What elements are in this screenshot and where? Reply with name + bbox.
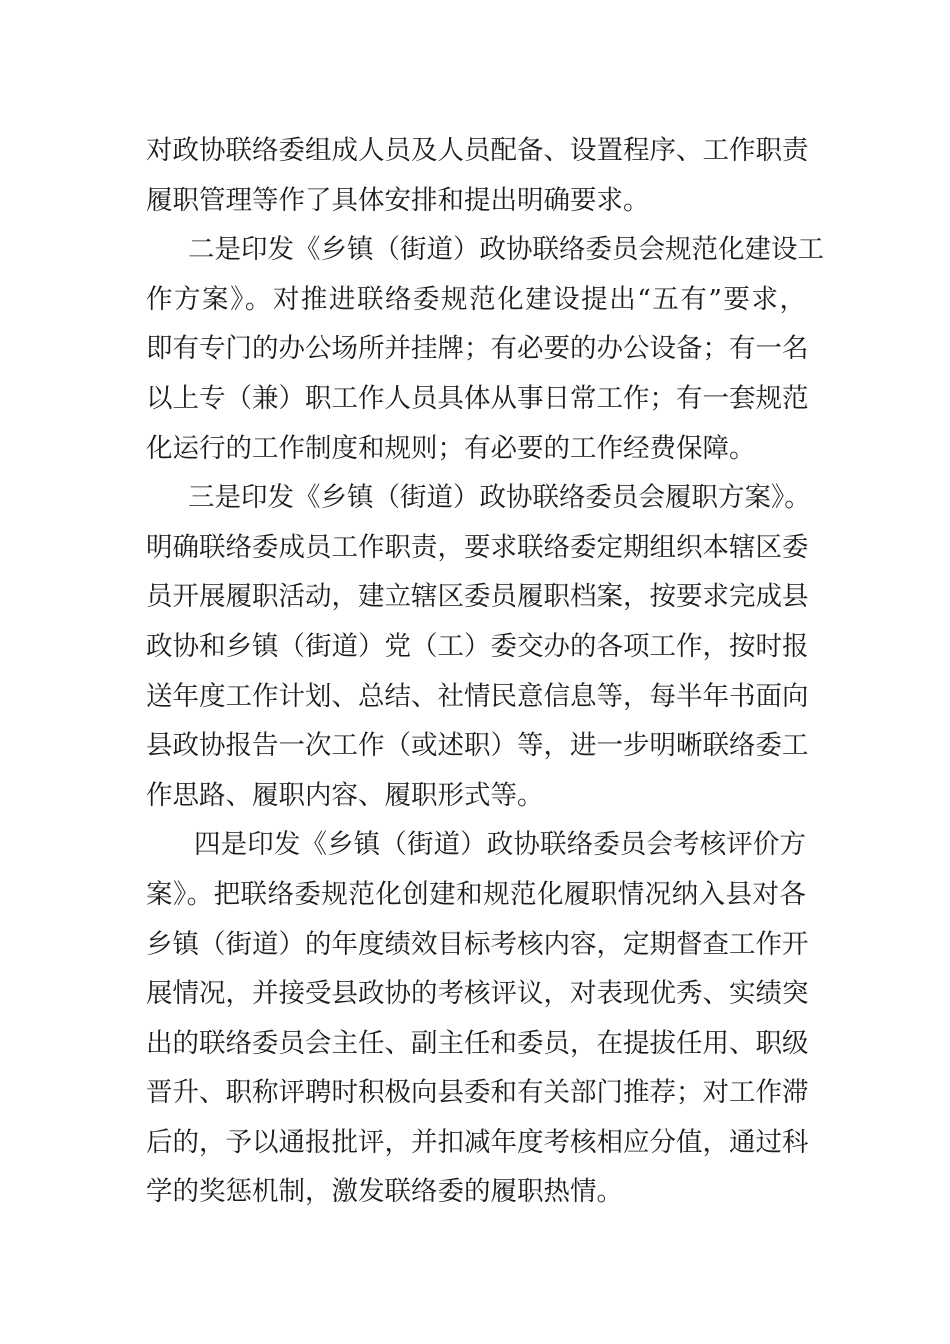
text-line: 乡镇（街道）的年度绩效目标考核内容，定期督查工作开: [146, 928, 809, 960]
text-line: 明确联络委成员工作职责，要求联络委定期组织本辖区委: [146, 531, 809, 563]
paragraph-1-continuation: [146, 126, 809, 225]
text-line: 学的奖惩机制，激发联络委的履职热情。: [146, 1176, 623, 1208]
text-line: 送年度工作计划、总结、社情民意信息等，每半年书面向: [146, 680, 809, 712]
text-line: 二是印发《乡镇（街道）政协联络委员会规范化建设工: [188, 234, 824, 266]
text-line: 县政协报告一次工作（或述职）等，进一步明晰联络委工: [146, 730, 809, 762]
text-line: 作思路、履职内容、履职形式等。: [146, 779, 544, 811]
text-line: 政协和乡镇（街道）党（工）委交办的各项工作，按时报: [146, 630, 809, 662]
text-line: 化运行的工作制度和规则；有必要的工作经费保障。: [146, 432, 756, 464]
text-line: 晋升、职称评聘时积极向县委和有关部门推荐；对工作滞: [146, 1077, 809, 1109]
text-line: 员开展履职活动，建立辖区委员履职档案，按要求完成县: [146, 581, 809, 613]
text-line: 履职管理等作了具体安排和提出明确要求。: [146, 184, 650, 216]
text-line: 以上专（兼）职工作人员具体从事日常工作；有一套规范: [146, 382, 809, 414]
paragraph-4: [146, 820, 809, 1217]
text-line: 作方案》。对推进联络委规范化建设提出“五有”要求，: [146, 283, 806, 315]
text-line: 即有专门的办公场所并挂牌；有必要的办公设备；有一名: [146, 333, 809, 365]
text-line: 展情况，并接受县政协的考核评议，对表现优秀、实绩突: [146, 978, 809, 1010]
document-body: [146, 126, 824, 1217]
text-line: 四是印发《乡镇（街道）政协联络委员会考核评价方: [194, 829, 806, 861]
text-line: 对政协联络委组成人员及人员配备、设置程序、工作职责: [146, 135, 809, 166]
text-line: 出的联络委员会主任、副主任和委员，在提拔任用、职级: [146, 1027, 809, 1059]
text-line: 后的，予以通报批评，并扣减年度考核相应分值，通过科: [146, 1126, 809, 1158]
text-line: 案》。把联络委规范化创建和规范化履职情况纳入县对各: [146, 878, 806, 910]
paragraph-2: [146, 225, 824, 473]
paragraph-3: [146, 473, 811, 820]
text-line: 三是印发《乡镇（街道）政协联络委员会履职方案》。: [188, 482, 811, 514]
